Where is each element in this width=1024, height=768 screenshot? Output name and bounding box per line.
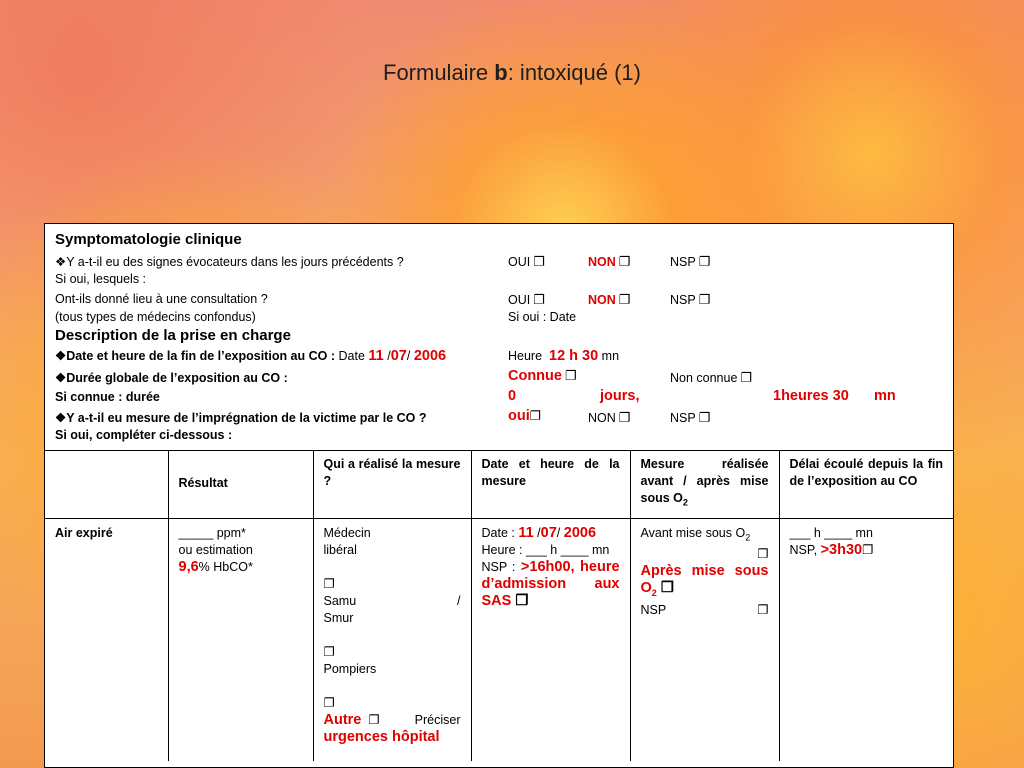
duration-minutes-label: mn xyxy=(874,388,896,404)
checkbox-icon: ❐ xyxy=(533,254,545,269)
question-duration: ❖Durée globale de l’exposition au CO : xyxy=(55,371,288,385)
q1-oui[interactable]: OUI ❐ xyxy=(508,254,545,269)
checkbox-icon[interactable]: ❐ xyxy=(323,644,335,659)
cell-who: Médecin libéral ❐ Samu / Smur ❐ Pompiers ❐ Autre ❐ Préciser urgences hôpital xyxy=(313,518,471,761)
form-panel xyxy=(44,223,954,768)
consultation-date-label: Si oui : Date xyxy=(508,310,577,324)
end-exposure-time: Heure 12 h 30 mn xyxy=(508,348,620,364)
duration-non-connue[interactable]: Non connue ❐ xyxy=(670,370,753,385)
checkbox-icon: ❐ xyxy=(564,368,577,383)
title-letter: b xyxy=(494,60,508,85)
measure-instruction: Si oui, compléter ci-dessous : xyxy=(55,428,233,442)
header-datetime: Date et heure de la mesure xyxy=(471,450,630,518)
checkbox-icon: ❐ xyxy=(698,292,711,307)
header-result: Résultat xyxy=(168,450,313,518)
measure-oui[interactable]: oui❐ xyxy=(508,408,541,424)
q1-nsp[interactable]: NSP ❐ xyxy=(670,254,711,269)
table-row xyxy=(45,518,953,761)
checkbox-icon[interactable]: ❐ xyxy=(323,695,335,710)
checkbox-icon: ❐ xyxy=(618,254,631,269)
checkbox-icon: ❐ xyxy=(618,410,631,425)
question-signs: ❖Y a-t-il eu des signes évocateurs dans les jours précédents ? xyxy=(55,255,404,269)
cell-result: _____ ppm* ou estimation 9,6% HbCO* xyxy=(168,518,313,761)
cell-datetime: Date : 11 /07/ 2006 Heure : ___ h ____ mn NSP : >16h00, heure d’admission aux SAS ❐ xyxy=(471,518,630,761)
checkbox-icon: ❐ xyxy=(533,292,545,307)
form-top-section xyxy=(45,224,953,451)
question-consultation: Ont-ils donné lieu à une consultation ? xyxy=(55,292,268,306)
q1-non[interactable]: NON ❐ xyxy=(588,254,631,269)
duration-days-value: 0 xyxy=(508,388,517,404)
checkbox-icon[interactable]: ❐ xyxy=(757,547,769,561)
title-suffix: : intoxiqué (1) xyxy=(507,60,641,85)
section-heading-care: Description de la prise en charge xyxy=(55,327,291,344)
header-before-after: Mesure réalisée avant / après mise sous $O_2$ xyxy=(630,450,779,518)
checkbox-icon: ❐ xyxy=(618,292,631,307)
q2-nsp[interactable]: NSP ❐ xyxy=(670,292,711,307)
checkbox-icon: ❐ xyxy=(529,409,541,423)
checkbox-icon[interactable]: ❐ xyxy=(323,576,335,591)
cell-delay: ___ h ____ mn NSP, >3h30❐ xyxy=(789,525,874,558)
cell-before-after: Avant mise sous $O_2$ ❐ Après mise sous $O_2$ ❐ NSP ❐ xyxy=(630,518,779,761)
measure-non[interactable]: NON ❐ xyxy=(588,410,631,425)
question-duration-known: Si connue : durée xyxy=(55,390,160,404)
title-prefix: Formulaire xyxy=(383,60,495,85)
checkbox-icon: ❐ xyxy=(698,254,711,269)
checkbox-icon: ❐ xyxy=(698,410,711,425)
row-label-air-expire: Air expiré xyxy=(45,518,168,761)
section-heading-symptoms: Symptomatologie clinique xyxy=(55,231,242,248)
header-who: Qui a réalisé la mesure ? xyxy=(313,450,471,518)
q2-non[interactable]: NON ❐ xyxy=(588,292,631,307)
duration-hours-value: 1heures 30 xyxy=(773,388,849,404)
header-empty xyxy=(45,450,168,518)
question-measure: ❖Y a-t-il eu mesure de l’imprégnation de la victime par le CO ? xyxy=(55,411,427,425)
checkbox-icon: ❐ xyxy=(740,370,753,385)
slide-title xyxy=(0,60,1024,86)
duration-connue[interactable]: Connue ❐ xyxy=(508,368,577,384)
header-delay: Délai écoulé depuis la fin de l’exposition au CO xyxy=(779,450,953,518)
table-header-row xyxy=(45,450,953,518)
question-consultation-note: (tous types de médecins confondus) xyxy=(55,310,256,324)
q2-oui[interactable]: OUI ❐ xyxy=(508,292,545,307)
measure-nsp[interactable]: NSP ❐ xyxy=(670,410,711,425)
duration-days-label: jours, xyxy=(600,388,640,404)
question-signs-which: Si oui, lesquels : xyxy=(55,272,147,286)
checkbox-icon[interactable]: ❐ xyxy=(757,602,769,617)
measure-table xyxy=(45,450,953,761)
checkbox-icon[interactable]: ❐ xyxy=(862,542,874,557)
question-end-exposure: ❖Date et heure de la fin de l’exposition au CO : Date 11 /07/ 2006 xyxy=(55,348,447,364)
